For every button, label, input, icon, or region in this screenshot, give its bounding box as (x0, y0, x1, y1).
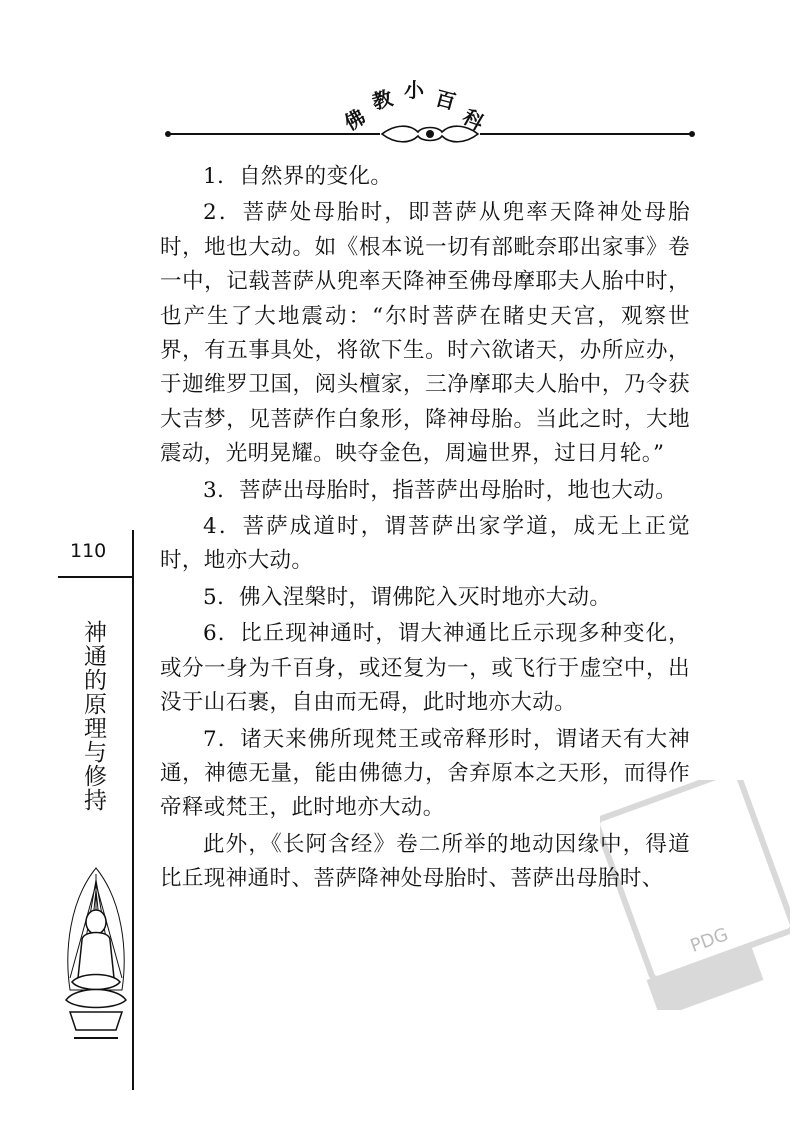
seated-buddha-icon (60, 860, 132, 1050)
header-ornament-rule (160, 122, 700, 146)
page-number-rule (58, 576, 132, 578)
paragraph: 1．自然界的变化。 (203, 164, 393, 189)
series-title-char: 小 (404, 78, 424, 102)
watermark-seal-icon (600, 780, 790, 1010)
paragraph: 2．菩萨处母胎时，即菩萨从兜率天降神处母胎时，地也大动。如《根本说一切有部毗奈耶出家事》卷一中，记载菩萨从兜率天降神至佛母摩耶夫人胎中时，也产生了大地震动：“尔时菩萨在睹史天宫，观察世界，有五事具处，将欲下生。时六欲诸天，办所应办，于迦维罗卫国，阅头檀家，三净摩耶夫人胎中，乃令获大吉梦，见菩萨作白象形，降神母胎。当此之时，大地震动，光明晃耀。映夺金色，周遍世界，过日月轮。” (160, 200, 690, 467)
page-number: 110 (70, 540, 107, 562)
series-title-char: 科 (458, 104, 488, 136)
paragraph: 7．诸天来佛所现梵王或帝释形时，谓诸天有大神通，神德无量，能由佛德力，舍弃原本之天形，而得作帝释或梵王，此时地亦大动。 (160, 726, 690, 821)
paragraph: 3．菩萨出母胎时，指菩萨出母胎时，地也大动。 (203, 477, 677, 503)
running-chapter-title: 神通的原理与修持 (80, 620, 106, 812)
paragraph: 6．比丘现神通时，谓大神通比丘示现多种变化，或分一身为千百身，或还复为一，或飞行于虚空中，出没于山石裹，自由而无碍，此时地亦大动。 (160, 621, 690, 716)
series-title-char: 百 (432, 85, 459, 115)
series-title-char: 佛 (340, 104, 370, 136)
paragraph: 5．佛入涅槃时，谓佛陀入灭时地亦大动。 (203, 584, 612, 610)
series-title-char: 教 (369, 85, 396, 115)
margin-vertical-rule (132, 530, 134, 1090)
watermark-text: PDG (687, 924, 732, 957)
paragraph: 此外，《长阿含经》卷二所举的地动因缘中，得道比丘现神通时、菩萨降神处母胎时、菩萨出母胎时、 (160, 831, 690, 892)
paragraph: 4．菩萨成道时，谓菩萨出家学道，成无上正觉时，地亦大动。 (160, 514, 690, 574)
